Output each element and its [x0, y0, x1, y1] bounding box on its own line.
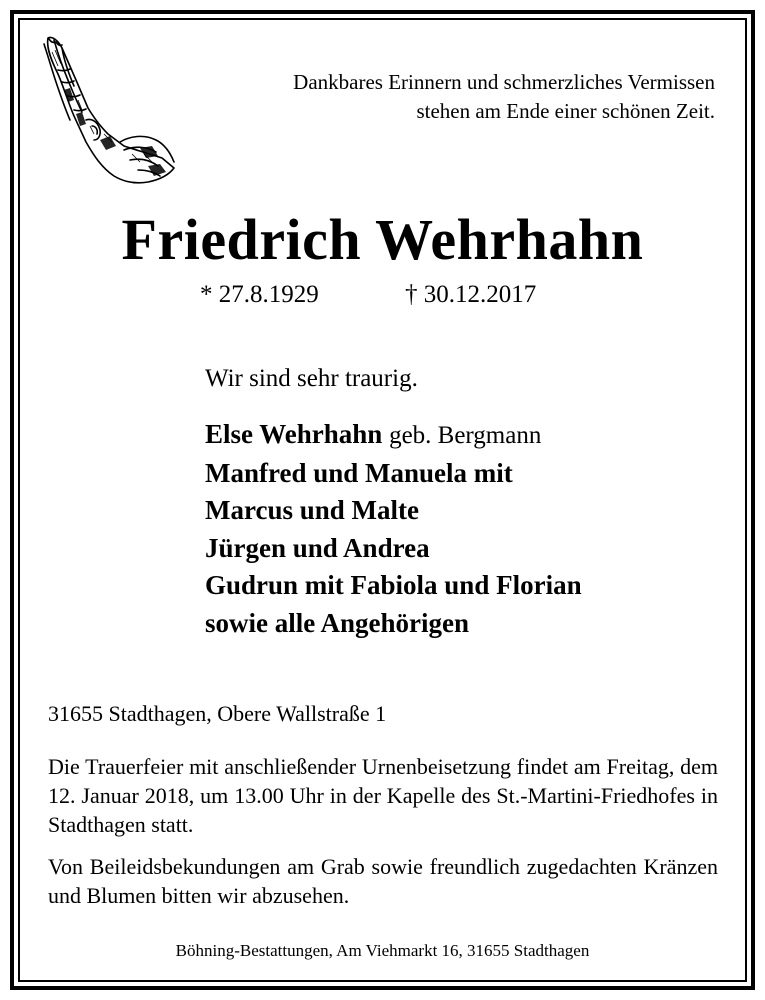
mourner-maiden-name: geb. Bergmann: [389, 422, 542, 449]
funeral-home-footer: Böhning-Bestattungen, Am Viehmarkt 16, 31655 Stadthagen: [175, 941, 590, 960]
birth-date: * 27.8.1929: [200, 281, 319, 308]
praying-hands-icon: [40, 30, 180, 195]
mourner-line: Manfred und Manuela mit: [205, 457, 513, 488]
death-date: † 30.12.2017: [405, 281, 537, 308]
ceremony-info: Die Trauerfeier mit anschließender Urnenbeisetzung findet am Freitag, dem 12. Januar 2018, um 13.00 Uhr in der Kapelle des St.-Martini-Friedhofes in Stadthagen statt.: [48, 754, 718, 837]
quote-line-1: Dankbares Erinnern und schmerzliches Vermissen: [293, 70, 715, 94]
memorial-quote: [293, 68, 715, 126]
mourner-line: Marcus und Malte: [205, 495, 419, 525]
mourner-line: Jürgen und Andrea: [205, 532, 430, 563]
condolence-note: Von Beileidsbekundungen am Grab sowie freundlich zugedachten Kränzen und Blumen bitten wir abzusehen.: [48, 854, 718, 908]
family-address: 31655 Stadthagen, Obere Wallstraße 1: [48, 701, 387, 726]
mourners-list: [205, 416, 582, 642]
mourner-line: sowie alle Angehörigen: [205, 607, 469, 638]
mourner-line: [205, 416, 582, 455]
mourning-intro: Wir sind sehr traurig.: [205, 365, 418, 392]
deceased-name: Friedrich Wehrhahn: [121, 207, 644, 272]
mourner-name: Else Wehrhahn: [205, 419, 383, 449]
quote-line-2: stehen am Ende einer schönen Zeit.: [416, 99, 715, 123]
mourner-line: Gudrun mit Fabiola und Florian: [205, 570, 582, 600]
